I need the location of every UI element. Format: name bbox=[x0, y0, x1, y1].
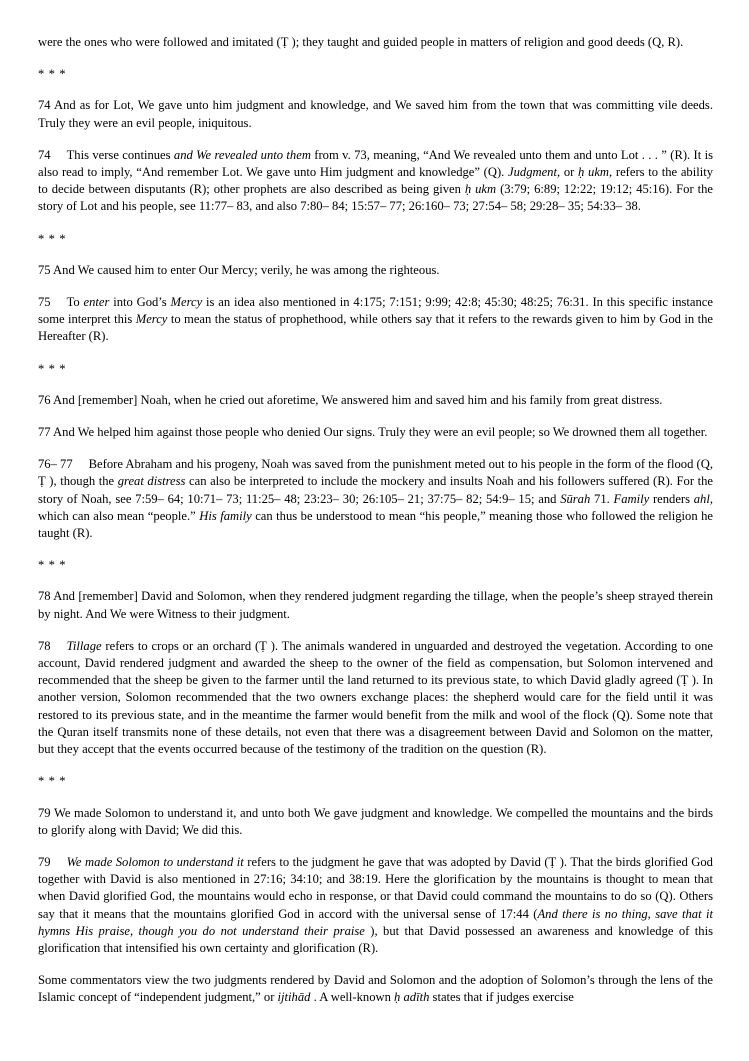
commentary-78 bbox=[38, 638, 713, 758]
closing-italic-ijtihad: ijtihād bbox=[277, 990, 311, 1005]
commentary-76-77-italic-surah: Sūrah bbox=[560, 491, 591, 506]
commentary-74-italic-judgment: Judgment, bbox=[508, 165, 561, 180]
commentary-74-text-3: or bbox=[560, 165, 579, 180]
commentary-75-italic-mercy-2: Mercy bbox=[135, 312, 168, 327]
commentary-76-77-text-6: can thus be understood to mean “his people,” meaning those who followed the religion he taught (R). bbox=[38, 508, 714, 541]
verse-76: 76 And [remember] Noah, when he cried out aforetime, We answered him and saved him and his family from great distress. bbox=[38, 392, 663, 407]
commentary-74-italic-hukm-a: ḥ ukm, bbox=[578, 165, 613, 180]
commentary-76-77 bbox=[38, 456, 713, 542]
closing-italic-hadith: ḥ adīth bbox=[394, 990, 430, 1005]
commentary-74-text-5: (3:79; 6:89; 12:22; 19:12; 45:16). For the story of Lot and his people, see 11:77– 83, and also 7:80– 84; 15:57– 77; 26:160– 73; 27:54– 58; 29:28– 35; 54:33– 38. bbox=[38, 182, 713, 214]
commentary-76-77-number: 76– 77 bbox=[38, 457, 73, 472]
verse-75: 75 And We caused him to enter Our Mercy; verily, he was among the righteous. bbox=[38, 262, 440, 277]
commentary-78-number: 78 bbox=[38, 638, 51, 653]
section-separator-4: * * * bbox=[38, 558, 67, 573]
commentary-74-number: 74 bbox=[38, 147, 51, 162]
commentary-75-italic-enter: enter bbox=[83, 295, 110, 310]
commentary-76-77-text-1: Before Abraham and his progeny, Noah was saved from the punishment meted out to his people in the form of the flood (Q, Ṭ ), though the bbox=[38, 457, 713, 489]
closing-paragraph bbox=[38, 972, 713, 1006]
section-separator-1: * * * bbox=[38, 67, 67, 82]
commentary-76-77-italic-his-family: His family bbox=[199, 508, 252, 523]
commentary-75-number: 75 bbox=[38, 295, 51, 310]
verse-79: 79 We made Solomon to understand it, and unto both We gave judgment and knowledge. We compelled the mountains and the birds to glorify along with David; We did this. bbox=[38, 805, 713, 837]
commentary-75-text-2: into God’s bbox=[109, 295, 171, 310]
commentary-76-77-italic-great-distress: great distress bbox=[117, 474, 186, 489]
commentary-74-italic-lead: and We revealed unto them bbox=[173, 147, 311, 162]
verse-77: 77 And We helped him against those people who denied Our signs. Truly they were an evil people; so We drowned them all together. bbox=[38, 425, 708, 440]
commentary-76-77-text-2: can also be interpreted to include the mockery and insults Noah and his followers suffered (R). For the story of Noah, see 7:59– 64; 10:71– 73; 11:25– 48; 23:23– 30; 26:105– 21; 37:75– 82; 54:9– 15; and bbox=[38, 474, 713, 506]
commentary-75-italic-mercy-1: Mercy bbox=[170, 295, 203, 310]
section-separator-5: * * * bbox=[38, 774, 67, 789]
commentary-76-77-text-4: renders bbox=[649, 491, 694, 506]
section-separator-2: * * * bbox=[38, 231, 67, 246]
commentary-74-text-2: from v. 73, meaning, “And We revealed unto them and unto Lot . . . ” (R). It is also read to imply, “And remember Lot. We gave unto Him judgment and knowledge” (Q). bbox=[38, 147, 713, 180]
commentary-76-77-text-5: which can also mean “people.” bbox=[38, 508, 200, 523]
commentary-76-77-italic-family: Family bbox=[613, 491, 650, 506]
commentary-79-text-2: ), but that David possessed an awareness and knowledge of this glorification that intensified his own certainty and glorification (R). bbox=[38, 923, 713, 955]
section-separator-3: * * * bbox=[38, 361, 67, 376]
commentary-75 bbox=[38, 294, 713, 346]
verse-74: 74 And as for Lot, We gave unto him judgment and knowledge, and We saved him from the town that was committing vile deeds. Truly they were an evil people, iniquitous. bbox=[38, 98, 713, 130]
commentary-74 bbox=[38, 147, 713, 216]
commentary-74-text-1: This verse continues bbox=[66, 147, 174, 162]
text-column bbox=[38, 34, 713, 1007]
commentary-79-text-1: refers to the judgment he gave that was adopted by David (Ṭ ). That the birds glorified God together with David is also mentioned in 27:16; 34:10; and 38:19. Here the glorification by the mountains is thought to mean that when David glorified God, the mountains would echo in response, or that David could command the mountains to do so (Q). Others say that it means that the mountains glorified God in accord with the universal sense of 17:44 ( bbox=[38, 854, 713, 921]
commentary-78-italic-tillage: Tillage bbox=[66, 638, 102, 653]
commentary-79-italic-lead: We made Solomon to understand it bbox=[66, 854, 244, 869]
commentary-79 bbox=[38, 854, 713, 957]
commentary-78-text-1: refers to crops or an orchard (Ṭ ). The animals wandered in unguarded and destroyed the vegetation. According to one account, David rendered judgment and awarded the sheep to the owner of the field as compensation, but Solomon intervened and recommended that the sheep be given to the farmer until the land returned to its previous state, to which David gladly agreed (Ṭ ). In another version, Solomon recommended that the two owners exchange places: the shepherd would care for the field until it was restored to its previous state, and in the meantime the farmer would benefit from the milk and wool of the flock (Q). Some note that the Quran itself transmits none of these details, not even that there was a disagreement between David and Solomon on the matter, but they accept that the events occurred because of the testimony of the tradition on the question (R). bbox=[38, 638, 713, 757]
closing-text-1: Some commentators view the two judgments rendered by David and Solomon and the adoption of Solomon’s through the lens of the Islamic concept of “independent judgment,” or bbox=[38, 973, 713, 1005]
commentary-76-77-text-3: 71. bbox=[590, 491, 614, 506]
commentary-79-italic-quote: And there is no thing, save that it hymns His praise, though you do not understand their praise bbox=[38, 906, 713, 938]
commentary-79-number: 79 bbox=[38, 854, 51, 869]
commentary-76-77-italic-ahl: ahl, bbox=[693, 491, 713, 506]
closing-text-3: states that if judges exercise bbox=[429, 990, 574, 1005]
commentary-74-italic-hukm-b: ḥ ukm bbox=[464, 182, 497, 197]
verse-78: 78 And [remember] David and Solomon, when they rendered judgment regarding the tillage, when the people’s sheep strayed therein by night. And We were Witness to their judgment. bbox=[38, 589, 713, 621]
commentary-74-text-4: refers to the ability to decide between disputants (R); other prophets are also described as being given bbox=[38, 165, 714, 197]
closing-text-2: . A well-known bbox=[310, 990, 395, 1005]
paragraph-continued: were the ones who were followed and imitated (Ṭ ); they taught and guided people in matters of religion and good deeds (Q, R). bbox=[38, 35, 684, 49]
commentary-75-text-3: is an idea also mentioned in 4:175; 7:151; 9:99; 42:8; 45:30; 48:25; 76:31. In this specific instance some interpret this bbox=[38, 295, 713, 327]
commentary-75-text-1: To bbox=[66, 295, 84, 310]
commentary-75-text-4: to mean the status of prophethood, while others say that it refers to the rewards given to him by God in the Hereafter (R). bbox=[38, 312, 713, 344]
